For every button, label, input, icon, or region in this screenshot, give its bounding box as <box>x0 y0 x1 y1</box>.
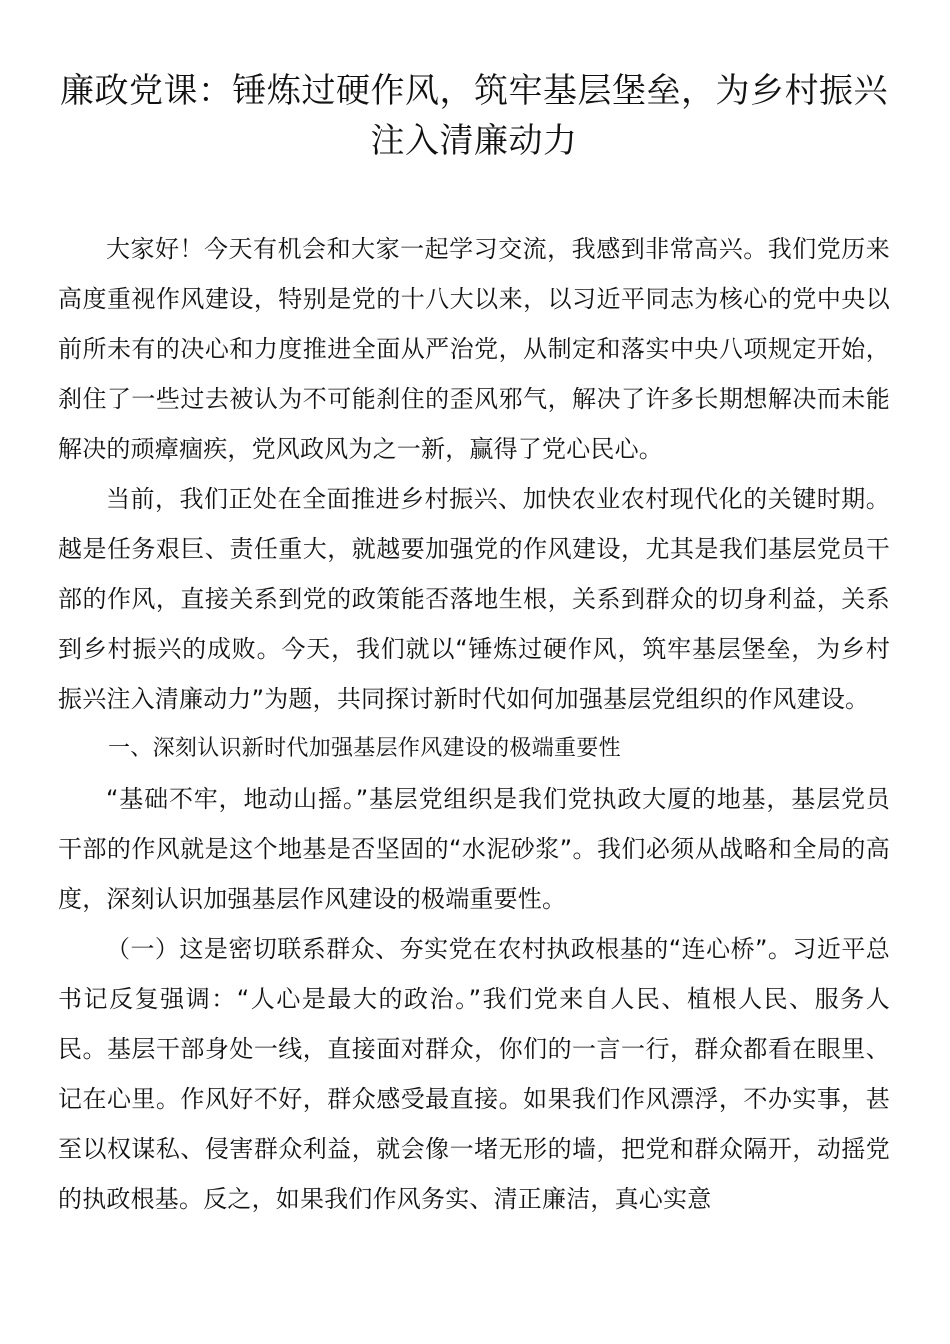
intro-paragraph-2: 当前，我们正处在全面推进乡村振兴、加快农业农村现代化的关键时期。越是任务艰巨、责任重大，就越要加强党的作风建设，尤其是我们基层党员干部的作风，直接关系到党的政策能否落地生根，关系到群众的切身利益，关系到乡村振兴的成败。今天，我们就以“锤炼过硬作风，筑牢基层堡垒，为乡村振兴注入清廉动力”为题，共同探讨新时代如何加强基层党组织的作风建设。 <box>58 485 890 713</box>
section-heading: 一、深刻认识新时代加强基层作风建设的极端重要性 <box>108 736 621 761</box>
intro-paragraph-1: 大家好！今天有机会和大家一起学习交流，我感到非常高兴。我们党历来高度重视作风建设，特别是党的十八大以来，以习近平同志为核心的党中央以前所未有的决心和力度推进全面从严治党，从制定和落实中央八项规定开始，刹住了一些过去被认为不可能刹住的歪风邪气，解决了许多长期想解决而未能解决的顽瘴痼疾，党风政风为之一新，赢得了党心民心。 <box>58 235 890 463</box>
document-title: 廉政党课：锤炼过硬作风，筑牢基层堡垒，为乡村振兴注入清廉动力 <box>60 71 888 161</box>
section-paragraph-2: （一）这是密切联系群众、夯实党在农村执政根基的“连心桥”。习近平总书记反复强调：“人心是最大的政治。”我们党来自人民、植根人民、服务人民。基层干部身处一线，直接面对群众，你们的一言一行，群众都看在眼里、记在心里。作风好不好，群众感受最直接。如果我们作风漂浮，不办实事，甚至以权谋私、侵害群众利益，就会像一堵无形的墙，把党和群众隔开，动摇党的执政根基。反之，如果我们作风务实、清正廉洁，真心实意 <box>58 935 890 1213</box>
document-body <box>58 224 890 1224</box>
section-paragraph-1: “基础不牢，地动山摇。”基层党组织是我们党执政大厦的地基，基层党员干部的作风就是这个地基是否坚固的“水泥砂浆”。我们必须从战略和全局的高度，深刻认识加强基层作风建设的极端重要性。 <box>58 785 890 913</box>
